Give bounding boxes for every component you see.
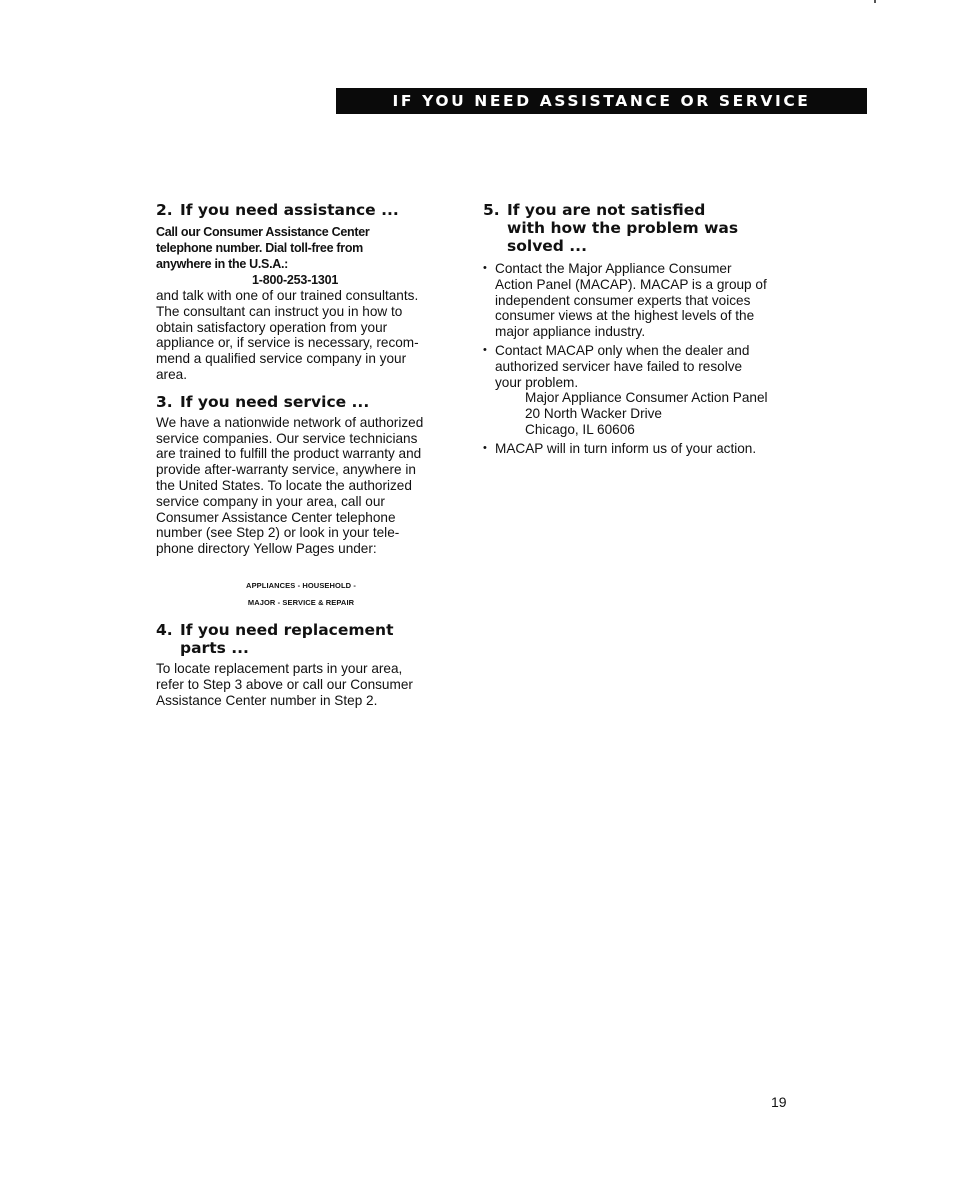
body-line: phone directory Yellow Pages under:: [156, 541, 377, 557]
body-line: obtain satisfactory operation from your: [156, 319, 388, 335]
item-line: major appliance industry.: [495, 324, 646, 340]
body-line: are trained to fulfill the product warranty and: [156, 446, 422, 462]
heading-number: 2.: [156, 201, 173, 219]
phone-number: 1-800-253-1301: [252, 273, 339, 287]
heading-text: If you are not satisfied: [507, 201, 706, 219]
assistance-callout: [156, 224, 446, 272]
parts-body: [156, 661, 446, 708]
item-line: MACAP will in turn inform us of your action.: [495, 440, 757, 456]
listing-line: APPLIANCES - HOUSEHOLD -: [246, 580, 356, 590]
item-line: consumer views at the highest levels of the: [495, 308, 755, 324]
item-line: Action Panel (MACAP). MACAP is a group of: [495, 276, 767, 292]
heading-text: If you need service ...: [180, 392, 370, 411]
heading-number: 5.: [483, 201, 500, 219]
page-number: 19: [771, 1094, 787, 1110]
item-line: authorized servicer have failed to resolve: [495, 358, 743, 374]
heading-text: If you need replacement: [180, 620, 394, 639]
service-body: [156, 415, 446, 557]
body-line: To locate replacement parts in your area,: [156, 660, 403, 676]
heading-not-satisfied: [483, 201, 793, 255]
bullet-icon: •: [483, 262, 487, 274]
heading-number: 3.: [156, 392, 173, 411]
body-line: and talk with one of our trained consultants.: [156, 288, 419, 303]
list-item: [483, 343, 793, 438]
body-line: The consultant can instruct you in how to: [156, 303, 403, 319]
address-line: 20 North Wacker Drive: [525, 406, 662, 422]
body-line: appliance or, if service is necessary, recom-: [156, 335, 419, 351]
body-line: mend a qualified service company in your: [156, 351, 407, 367]
listing-line: MAJOR - SERVICE & REPAIR: [247, 597, 355, 607]
heading-assistance: [156, 201, 446, 219]
item-line: your problem.: [495, 374, 579, 390]
body-line: service company in your area, call our: [156, 493, 385, 509]
heading-text-cont: solved ...: [507, 237, 587, 255]
assistance-body: [156, 288, 446, 383]
heading-replacement-parts: [156, 621, 446, 657]
list-item: [483, 261, 793, 340]
heading-text-cont: parts ...: [180, 638, 249, 657]
left-column: [156, 201, 446, 708]
heading-service: [156, 393, 446, 411]
heading-text: If you need assistance ...: [180, 201, 399, 219]
section-banner: IF YOU NEED ASSISTANCE OR SERVICE: [336, 88, 867, 114]
body-line: number (see Step 2) or look in your tele-: [156, 525, 400, 541]
callout-line: anywhere in the U.S.A.:: [156, 257, 289, 271]
address-line: Chicago, IL 60606: [525, 421, 635, 437]
item-line: Contact the Major Appliance Consumer: [495, 261, 732, 276]
bullet-icon: •: [483, 441, 487, 454]
bullet-icon: •: [483, 343, 487, 356]
body-line: provide after-warranty service, anywhere in: [156, 462, 416, 478]
callout-line: Call our Consumer Assistance Center: [156, 225, 370, 239]
item-line: Contact MACAP only when the dealer and: [495, 342, 750, 358]
body-line: refer to Step 3 above or call our Consumer: [156, 676, 413, 692]
callout-line: telephone number. Dial toll-free from: [156, 241, 363, 255]
yellow-pages-listing: [156, 577, 446, 611]
body-line: Assistance Center number in Step 2.: [156, 692, 378, 708]
body-line: service companies. Our service technicians: [156, 430, 418, 446]
body-line: the United States. To locate the authorized: [156, 477, 412, 493]
macap-address: [495, 390, 793, 437]
heading-text-cont: with how the problem was: [507, 219, 739, 237]
scan-mark: [874, 0, 876, 3]
right-column: [483, 201, 793, 460]
body-line: We have a nationwide network of authorized: [156, 414, 424, 430]
address-line: Major Appliance Consumer Action Panel: [525, 390, 768, 406]
item-line: independent consumer experts that voices: [495, 292, 751, 308]
body-line: Consumer Assistance Center telephone: [156, 509, 396, 525]
heading-number: 4.: [156, 620, 173, 639]
body-line: area.: [156, 366, 187, 382]
macap-list: [483, 261, 793, 457]
list-item: [483, 441, 793, 457]
